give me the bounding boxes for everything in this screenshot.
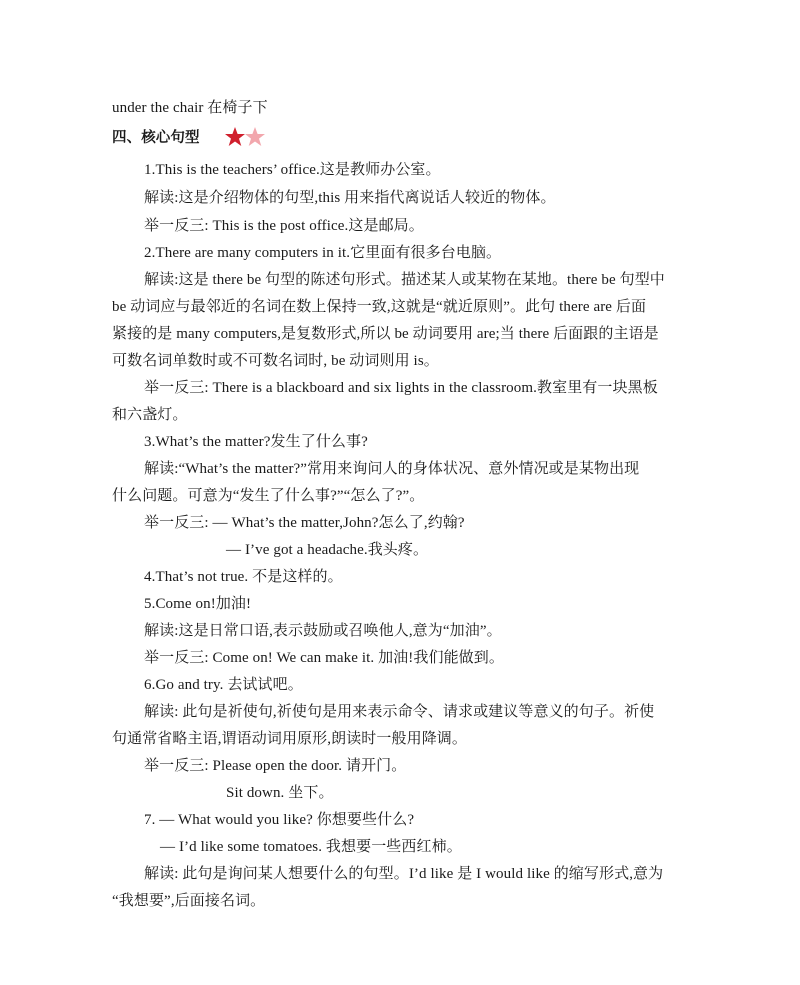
sentence-title: 6.Go and try. 去试试吧。 (144, 677, 303, 693)
vocab-line: under the chair 在椅子下 (112, 100, 268, 116)
example-line: — I’ve got a headache.我头疼。 (226, 542, 429, 558)
explanation-line: 解读:这是 there be 句型的陈述句形式。描述某人或某物在某地。there be 句型中 (144, 272, 665, 288)
example-line: 举一反三: — What’s the matter,John?怎么了,约翰? (144, 515, 465, 531)
explanation-line: be 动词应与最邻近的名词在数上保持一致,这就是“就近原则”。此句 there are 后面 (112, 299, 647, 315)
explanation-line: 解读: 此句是询问某人想要什么的句型。I’d like 是 I would like 的缩写形式,意为 (144, 866, 664, 882)
example-line: Sit down. 坐下。 (226, 785, 334, 801)
explanation-line: 解读: 此句是祈使句,祈使句是用来表示命令、请求或建议等意义的句子。祈使 (144, 704, 655, 720)
explanation-line: 句通常省略主语,谓语动词用原形,朗读时一般用降调。 (112, 731, 468, 747)
difficulty-stars (224, 126, 268, 148)
star-icon (225, 127, 245, 146)
example-line: 举一反三: There is a blackboard and six lights in the classroom.教室里有一块黑板 (144, 380, 658, 396)
explanation-line: 什么问题。可意为“发生了什么事?”“怎么了?”。 (112, 488, 425, 504)
sentence-title: 4.That’s not true. 不是这样的。 (144, 569, 343, 585)
section-heading: 四、核心句型 (112, 130, 200, 146)
explanation-line: 解读:这是日常口语,表示鼓励或召唤他人,意为“加油”。 (144, 623, 502, 639)
explanation-line: 紧接的是 many computers,是复数形式,所以 be 动词要用 are;当 there 后面跟的主语是 (112, 326, 659, 342)
explanation-line: “我想要”,后面接名词。 (112, 893, 266, 909)
sentence-title: — I’d like some tomatoes. 我想要一些西红柿。 (160, 839, 462, 855)
explanation-line: 可数名词单数时或不可数名词时, be 动词则用 is。 (112, 353, 439, 369)
example-line: 举一反三: Please open the door. 请开门。 (144, 758, 407, 774)
sentence-title: 5.Come on!加油! (144, 596, 252, 612)
sentence-title: 2.There are many computers in it.它里面有很多台电脑。 (144, 245, 502, 261)
example-line: 和六盏灯。 (112, 407, 188, 423)
sentence-title: 1.This is the teachers’ office.这是教师办公室。 (144, 162, 441, 178)
explanation-line: 解读:这是介绍物体的句型,this 用来指代离说话人较近的物体。 (144, 190, 556, 206)
example-line: 举一反三: This is the post office.这是邮局。 (144, 218, 424, 234)
sentence-title: 7. — What would you like? 你想要些什么? (144, 812, 415, 828)
example-line: 举一反三: Come on! We can make it. 加油!我们能做到。 (144, 650, 504, 666)
explanation-line: 解读:“What’s the matter?”常用来询问人的身体状况、意外情况或是某物出现 (144, 461, 640, 477)
star-icon (245, 127, 265, 146)
sentence-title: 3.What’s the matter?发生了什么事? (144, 434, 368, 450)
